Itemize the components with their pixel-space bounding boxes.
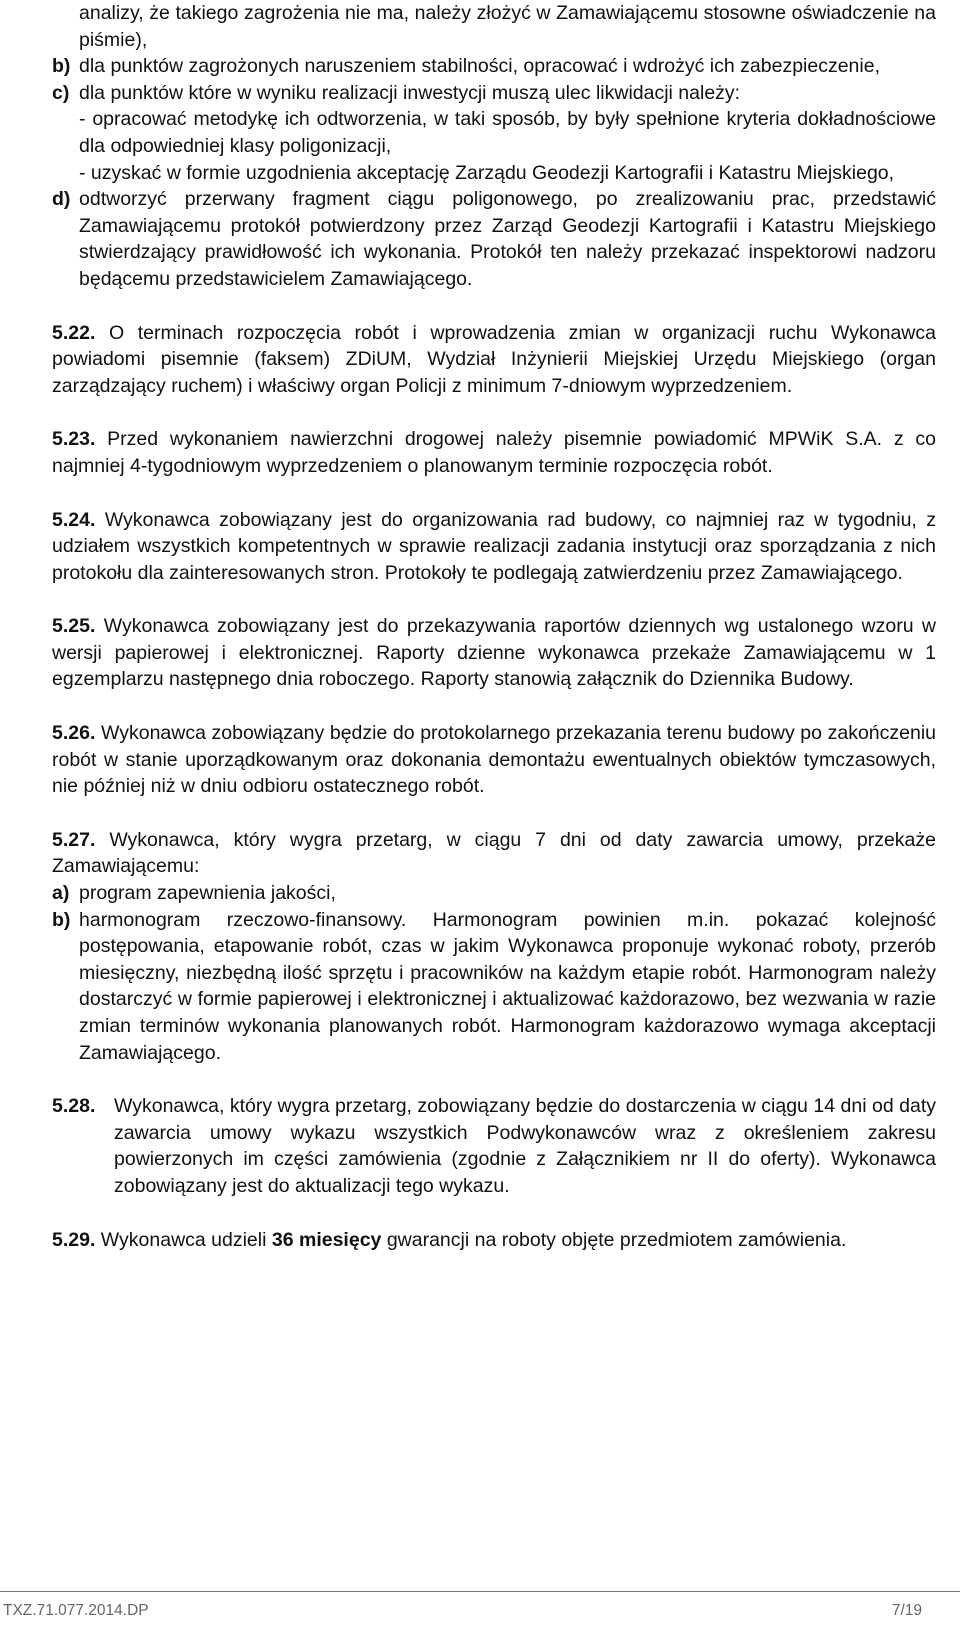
section-number: 5.23. xyxy=(52,428,96,451)
section-text: Wykonawca zobowiązany jest do przekazywania raportów dziennych wg ustalonego wzoru w wersji papierowej i elektronicznej. Raporty dzienne wykonawca przekaże Zamawiającemu w 1 egzemplarzu następnego dnia roboczego. Raporty stanowią załącznik do Dziennika Budowy. xyxy=(52,615,936,691)
section-5-26 xyxy=(52,720,936,800)
section-text: Wykonawca zobowiązany będzie do protokolarnego przekazania terenu budowy po zakończeniu robót w stanie uporządkowanym oraz dokonania demontażu ewentualnych obiektów tymczasowych, nie później niż w dniu odbioru ostatecznego robót. xyxy=(52,722,936,798)
section-number: 5.25. xyxy=(52,615,96,638)
list-item-b xyxy=(52,53,936,80)
section-text-pre: Wykonawca udzieli xyxy=(100,1228,267,1251)
list-label-b: b) xyxy=(52,55,71,78)
section-number: 5.27. xyxy=(52,828,96,851)
section-5-27-item-a xyxy=(52,880,936,907)
list-text-a: program zapewnienia jakości, xyxy=(79,882,336,905)
section-5-25 xyxy=(52,613,936,693)
section-5-27-item-b xyxy=(52,907,936,1067)
section-5-24 xyxy=(52,507,936,587)
list-label-d: d) xyxy=(52,188,71,211)
footer-page-number: 7/19 xyxy=(891,1602,922,1619)
section-number: 5.24. xyxy=(52,508,96,531)
list-label-c: c) xyxy=(52,81,70,104)
list-text-c: dla punktów które w wyniku realizacji inwestycji muszą ulec likwidacji należy: xyxy=(79,81,741,104)
list-label-b: b) xyxy=(52,908,71,931)
list-item-c-dash-1: - opracować metodykę ich odtworzenia, w taki sposób, by były spełnione kryteria dokładnościowe dla odpowiedniej klasy poligonizacji, xyxy=(79,108,936,157)
document-body xyxy=(52,0,936,1253)
warranty-duration: 36 miesięcy xyxy=(271,1228,382,1251)
footer-document-id: TXZ.71.077.2014.DP xyxy=(3,1602,149,1619)
section-5-27 xyxy=(52,827,936,880)
list-item-d xyxy=(52,186,936,292)
section-number: 5.22. xyxy=(52,321,96,344)
list-item-c-dash-2: - uzyskać w formie uzgodnienia akceptację Zarządu Geodezji Kartografii i Katastru Miejskiego, xyxy=(79,161,895,184)
list-text-d: odtworzyć przerwany fragment ciągu poligonowego, po zrealizowaniu prac, przedstawić Zamawiającemu protokół potwierdzony przez Zarząd Geodezji Kartografii i Katastru Miejskiego stwierdzający prawidłowość ich wykonania. Protokół ten należy przekazać inspektorowi nadzoru będącemu przedstawicielem Zamawiającego. xyxy=(79,188,936,290)
list-text-b: dla punktów zagrożonych naruszeniem stabilności, opracować i wdrożyć ich zabezpieczenie, xyxy=(79,55,880,78)
continuation-paragraph xyxy=(52,0,936,53)
section-number: 5.28. xyxy=(52,1095,96,1118)
section-text-post: gwarancji na roboty objęte przedmiotem zamówienia. xyxy=(386,1228,847,1251)
section-5-29 xyxy=(52,1227,936,1254)
section-number: 5.29. xyxy=(52,1228,96,1251)
section-text: O terminach rozpoczęcia robót i wprowadzenia zmian w organizacji ruchu Wykonawca powiadomi pisemnie (faksem) ZDiUM, Wydział Inżynierii Miejskiej Urzędu Miejskiego (organ zarządzający ruchem) i właściwy organ Policji z minimum 7-dniowym wyprzedzeniem. xyxy=(52,321,936,397)
list-item-c xyxy=(52,80,936,107)
section-text: Wykonawca, który wygra przetarg, w ciągu 7 dni od daty zawarcia umowy, przekaże Zamawiającemu: xyxy=(52,828,936,878)
list-label-a: a) xyxy=(52,882,70,905)
section-text: Wykonawca, który wygra przetarg, zobowiązany będzie do dostarczenia w ciągu 14 dni od daty zawarcia umowy wykazu wszystkich Podwykonawców wraz z określeniem zakresu powierzonych im części zamówienia (zgodnie z Załącznikiem nr II do oferty). Wykonawca zobowiązany jest do aktualizacji tego wykazu. xyxy=(114,1095,936,1197)
section-number: 5.26. xyxy=(52,722,96,745)
item-a-continuation: analizy, że takiego zagrożenia nie ma, należy złożyć w Zamawiającemu stosowne oświadczenie na piśmie), xyxy=(79,2,936,51)
section-5-22 xyxy=(52,320,936,400)
section-5-28 xyxy=(52,1093,936,1199)
list-text-b: harmonogram rzeczowo-finansowy. Harmonogram powinien m.in. pokazać kolejność postępowania, etapowanie robót, czas w jakim Wykonawca proponuje wykonać roboty, przerób miesięczny, niezbędną ilość sprzętu i pracowników na każdym etapie robót. Harmonogram należy dostarczyć w formie papierowej i elektronicznej i aktualizować każdorazowo, bez wezwania w razie zmian terminów wykonania planowanych robót. Harmonogram każdorazowo wymaga akceptacji Zamawiającego. xyxy=(79,908,936,1064)
page-footer xyxy=(0,1591,960,1629)
section-text: Wykonawca zobowiązany jest do organizowania rad budowy, co najmniej raz w tygodniu, z udziałem wszystkich kompetentnych w sprawie realizacji zadania instytucji oraz sporządzania z nich protokołu dla zainteresowanych stron. Protokoły te podlegają zatwierdzeniu przez Zamawiającego. xyxy=(52,508,937,584)
section-text: Przed wykonaniem nawierzchni drogowej należy pisemnie powiadomić MPWiK S.A. z co najmniej 4-tygodniowym wyprzedzeniem o planowanym terminie rozpoczęcia robót. xyxy=(52,428,937,477)
section-5-23 xyxy=(52,426,936,479)
